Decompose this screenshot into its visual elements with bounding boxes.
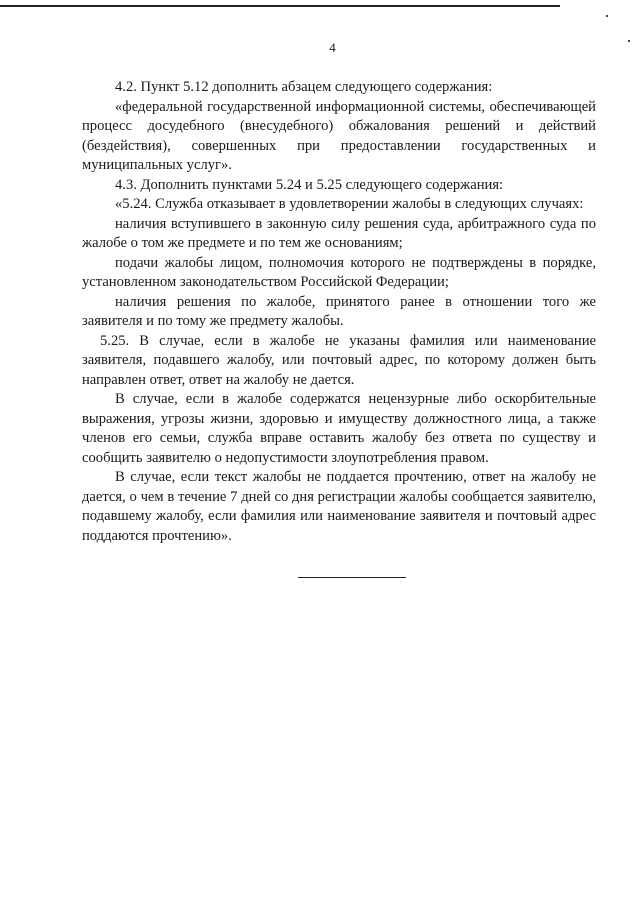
paragraph: 4.2. Пункт 5.12 дополнить абзацем следующего содержания:: [115, 79, 493, 95]
paragraph: «5.24. Служба отказывает в удовлетворении жалобы в следующих случаях:: [115, 196, 584, 212]
document-body: [82, 78, 596, 546]
paragraph: «федеральной государственной информационной системы, обеспечивающей процесс досудебного (внесудебного) обжалования решений и действий (бездействия), совершенных при предоставлении государственных и муниципальных услуг».: [82, 98, 596, 173]
paragraph: подачи жалобы лицом, полномочия которого не подтверждены в порядке, установленном законодательством Российской Федерации;: [82, 254, 596, 290]
paragraph: В случае, если в жалобе содержатся нецензурные либо оскорбительные выражения, угрозы жизни, здоровью и имуществу должностного лица, а также членов его семьи, служба вправе оставить жалобу без ответа по существу и сообщить заявителю о недопустимости злоупотребления правом.: [82, 391, 596, 466]
paragraph: В случае, если текст жалобы не поддается прочтению, ответ на жалобу не дается, о чем в течение 7 дней со дня регистрации жалобы сообщается заявителю, подавшему жалобу, если фамилия или наименование заявителя и почтовый адрес поддаются прочтению».: [82, 469, 596, 544]
paragraph: наличия вступившего в законную силу решения суда, арбитражного суда по жалобе о том же предмете и по тем же основаниям;: [82, 215, 596, 251]
paragraph: 4.3. Дополнить пунктами 5.24 и 5.25 следующего содержания:: [115, 176, 504, 193]
paragraph: 5.25. В случае, если в жалобе не указаны фамилия или наименование заявителя, подавшего жалобу, или почтовый адрес, по которому должен быть направлен ответ, ответ на жалобу не дается.: [82, 332, 596, 388]
end-separator-line: [298, 577, 406, 578]
page-number: 4: [329, 40, 336, 55]
top-rule: [0, 5, 560, 7]
paragraph: наличия решения по жалобе, принятого ранее в отношении того же заявителя и по тому же предмету жалобы.: [82, 293, 596, 329]
scan-speck: [606, 15, 608, 17]
